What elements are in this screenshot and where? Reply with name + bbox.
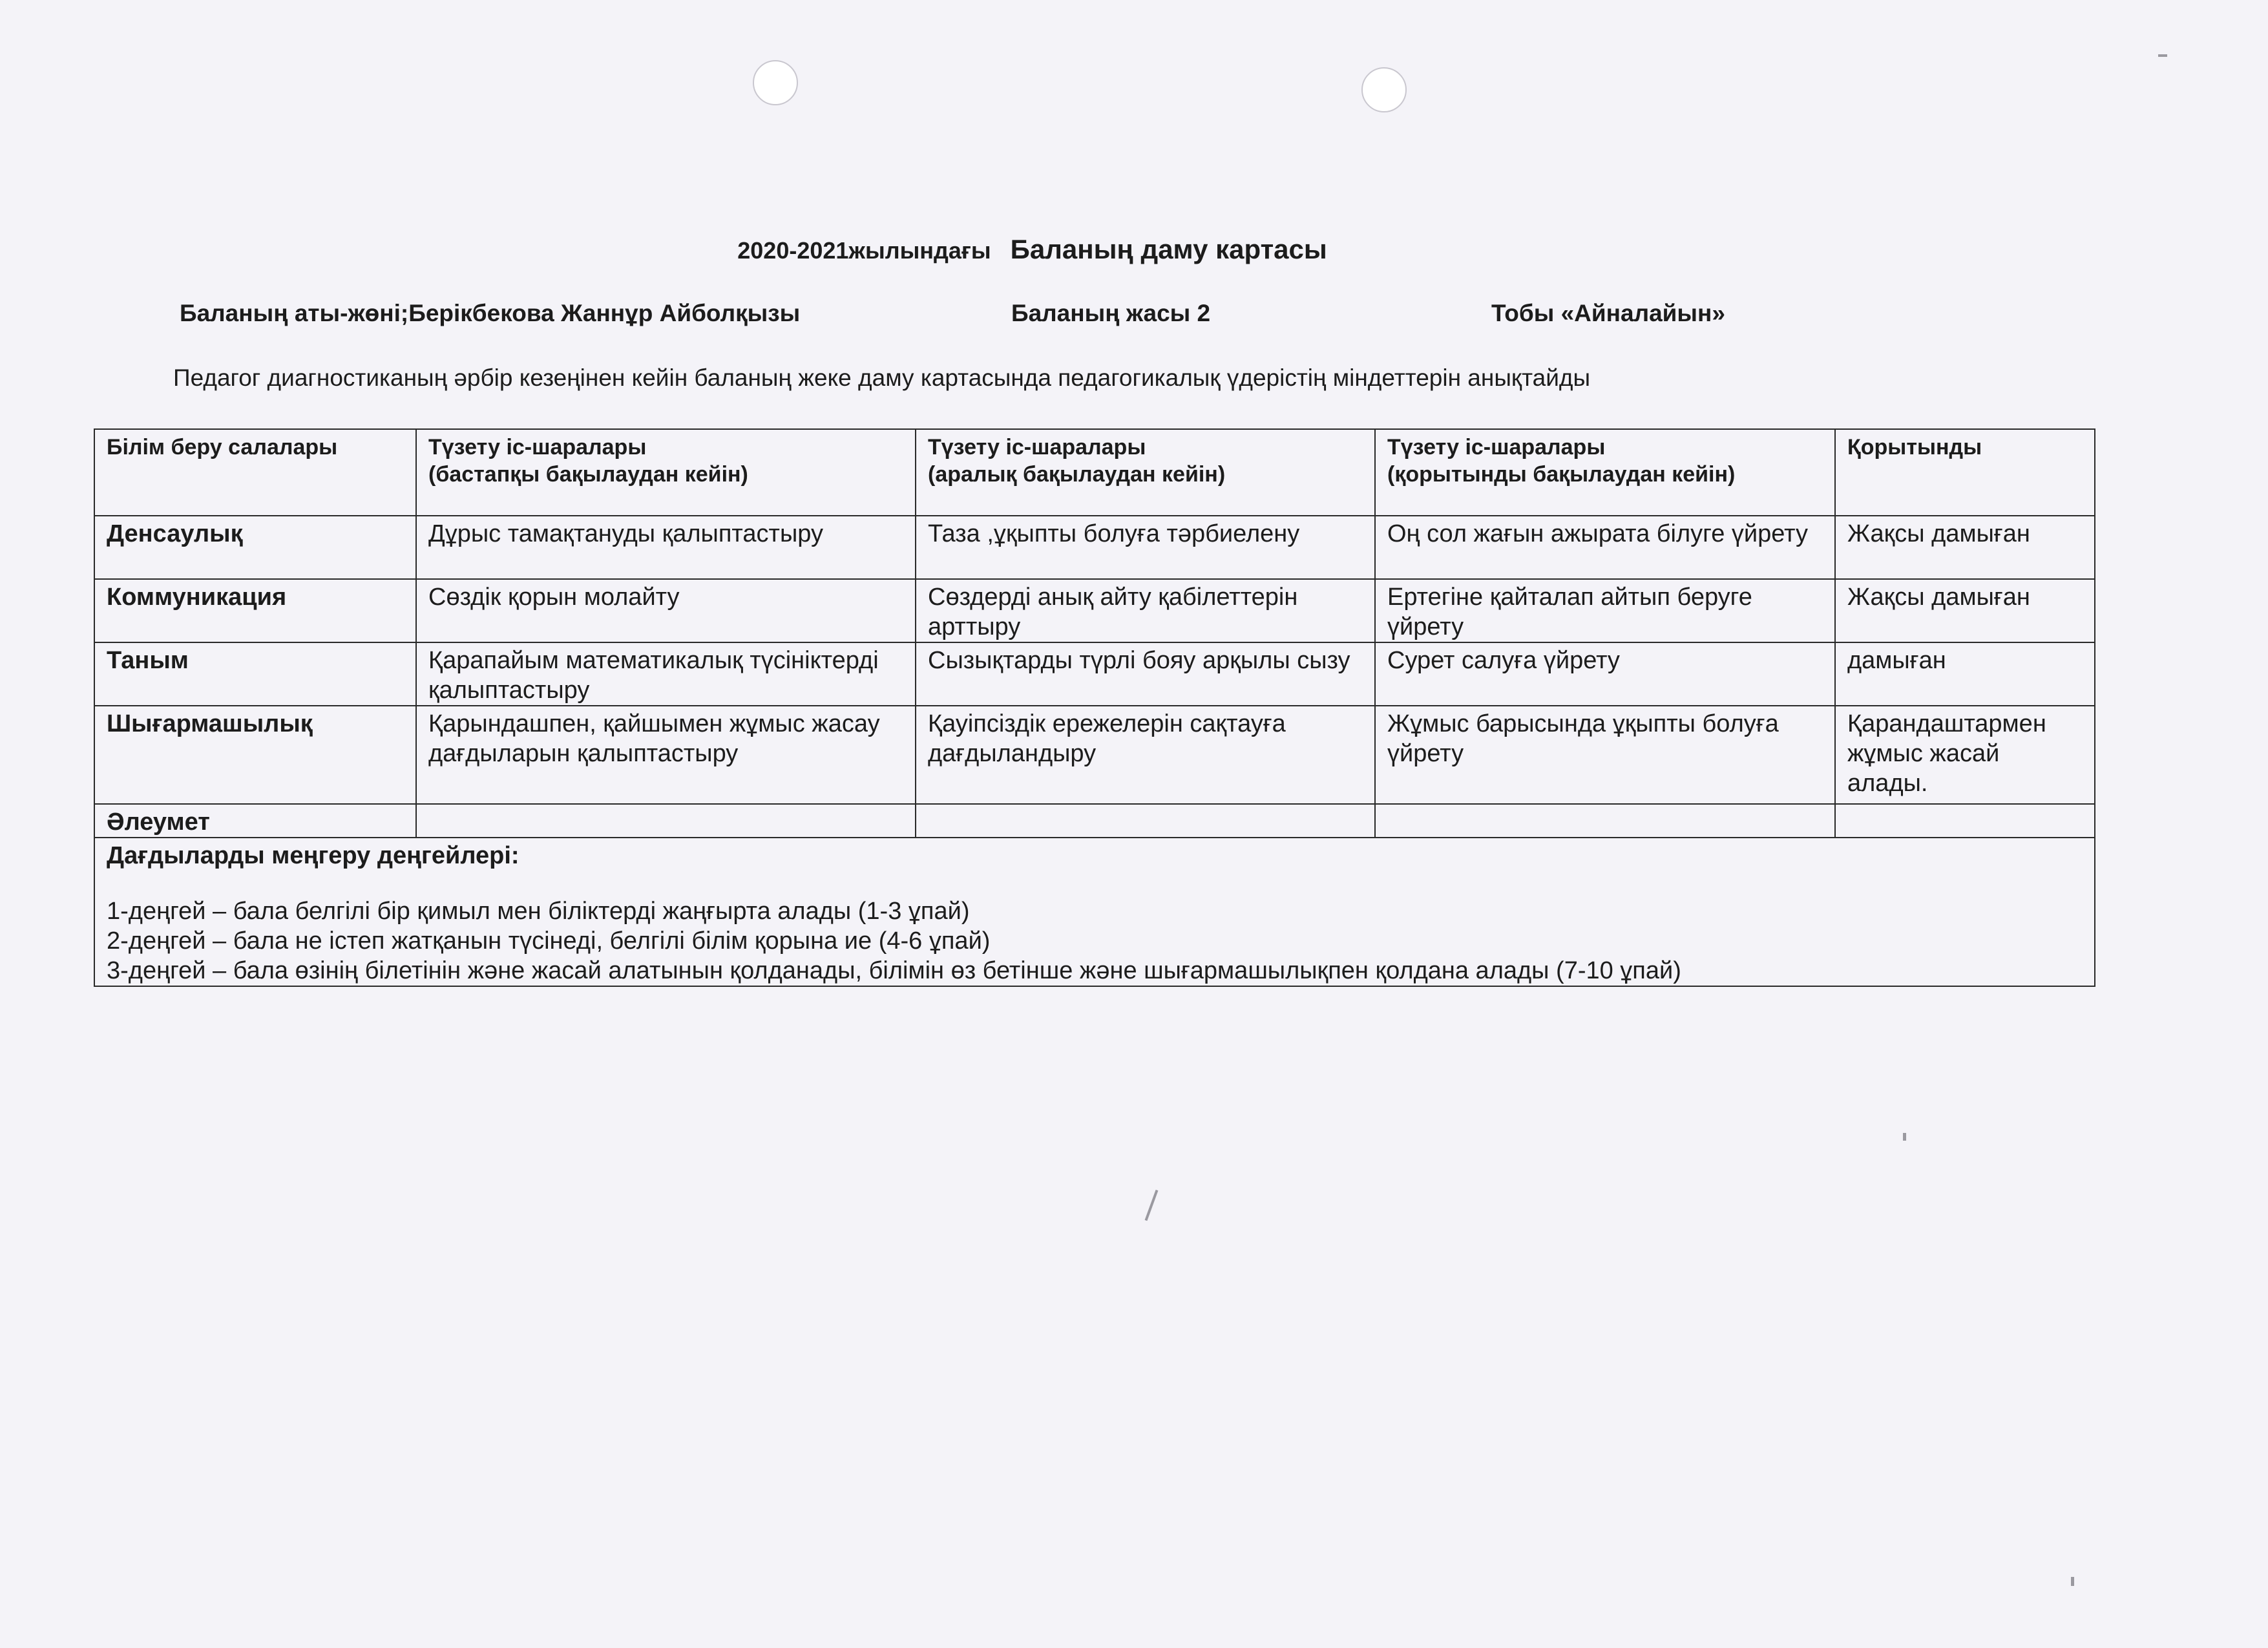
child-name: Баланың аты-жөні;Берікбекова Жаннұр Айболқызы <box>180 300 801 326</box>
legend-level-2: 2-деңгей – бала не істеп жатқанын түсінеді, белгілі білім қорына ие (4-6 ұпай) <box>107 927 991 955</box>
legend-level-1: 1-деңгей – бала белгілі бір қимыл мен біліктерді жаңғырта алады (1-3 ұпай) <box>107 898 970 925</box>
interim-cell: Сөздерді анық айту қабілеттерін арттыру <box>916 579 1375 642</box>
header-cell: Білім беру салалары <box>94 429 416 516</box>
initial-cell: Сөздік қорын молайту <box>416 579 916 642</box>
result-cell: Жақсы дамыған <box>1835 579 2095 642</box>
scan-speck <box>1145 1190 1159 1221</box>
result-cell: Жақсы дамыған <box>1835 516 2095 579</box>
interim-cell: Таза ,ұқыпты болуға тәрбиелену <box>916 516 1375 579</box>
initial-cell: Дұрыс тамақтануды қалыптастыру <box>416 516 916 579</box>
child-group: Тобы «Айналайын» <box>1491 300 1725 326</box>
intro-text: Педагог диагностиканың әрбір кезеңінен кейін баланың жеке даму картасында педагогикалық үдерістің міндеттерін анықтайды <box>173 364 1591 391</box>
area-cell: Таным <box>94 642 416 706</box>
header-cell: Қорытынды <box>1835 429 2095 516</box>
table-row <box>94 706 2095 804</box>
header-cell: Түзету іс-шаралары (қорытынды бақылаудан кейін) <box>1375 429 1835 516</box>
development-table <box>94 428 2095 987</box>
table-header-row <box>94 429 2095 516</box>
area-cell: Әлеумет <box>94 804 416 838</box>
child-age: Баланың жасы 2 <box>1011 300 1211 326</box>
page-title <box>0 234 2064 265</box>
legend-row <box>94 838 2095 986</box>
table-row <box>94 804 2095 838</box>
legend-heading: Дағдыларды меңгеру деңгейлері: <box>107 842 520 869</box>
header-cell: Түзету іс-шаралары (бастапқы бақылаудан кейін) <box>416 429 916 516</box>
final-cell: Ертегіне қайталап айтып беруге үйрету <box>1375 579 1835 642</box>
table-row <box>94 516 2095 579</box>
header-cell: Түзету іс-шаралары (аралық бақылаудан кейін) <box>916 429 1375 516</box>
result-cell <box>1835 804 2095 838</box>
table-row <box>94 642 2095 706</box>
area-cell: Коммуникация <box>94 579 416 642</box>
skill-levels-legend <box>94 838 2095 986</box>
table-row <box>94 579 2095 642</box>
scan-speck <box>2158 54 2167 57</box>
scan-speck <box>1903 1133 1906 1141</box>
result-cell: Қарандаштармен жұмыс жасай алады. <box>1835 706 2095 804</box>
title-year: 2020-2021жылындағы <box>737 237 991 264</box>
initial-cell: Қарындашпен, қайшымен жұмыс жасау дағдыларын қалыптастыру <box>416 706 916 804</box>
interim-cell: Сызықтарды түрлі бояу арқылы сызу <box>916 642 1375 706</box>
area-cell: Шығармашылық <box>94 706 416 804</box>
interim-cell: Қауіпсіздік ережелерін сақтауға дағдыландыру <box>916 706 1375 804</box>
punch-hole-right <box>1361 67 1407 112</box>
title-main: Баланың даму картасы <box>1010 234 1327 264</box>
result-cell: дамыған <box>1835 642 2095 706</box>
interim-cell <box>916 804 1375 838</box>
scan-speck <box>2071 1577 2074 1586</box>
final-cell: Жұмыс барысында ұқыпты болуға үйрету <box>1375 706 1835 804</box>
punch-hole-left <box>753 60 798 105</box>
initial-cell <box>416 804 916 838</box>
initial-cell: Қарапайым математикалық түсініктерді қалыптастыру <box>416 642 916 706</box>
final-cell: Сурет салуға үйрету <box>1375 642 1835 706</box>
area-cell: Денсаулық <box>94 516 416 579</box>
legend-level-3: 3-деңгей – бала өзінің білетінін және жасай алатынын қолданады, білімін өз бетінше және шығармашылықпен қолдана алады (7-10 ұпай) <box>107 957 1681 984</box>
final-cell <box>1375 804 1835 838</box>
final-cell: Оң сол жағын ажырата білуге үйрету <box>1375 516 1835 579</box>
